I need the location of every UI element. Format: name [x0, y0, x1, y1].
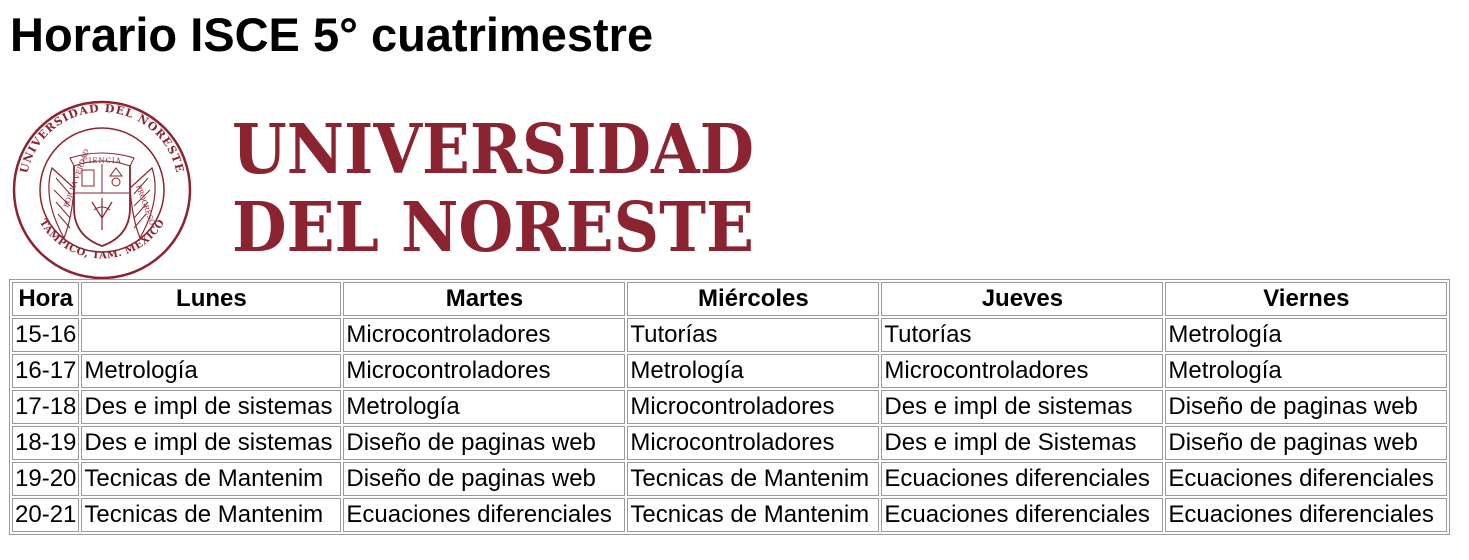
header-lunes: Lunes	[81, 282, 341, 316]
table-cell: Ecuaciones diferenciales	[343, 498, 625, 532]
table-cell: Diseño de paginas web	[343, 462, 625, 496]
table-cell: Tecnicas de Mantenim	[627, 462, 879, 496]
table-cell: Diseño de paginas web	[1165, 426, 1447, 460]
table-cell: Diseño de paginas web	[1165, 390, 1447, 424]
table-cell: Metrología	[627, 354, 879, 388]
logo-line-2: DEL NORESTE	[232, 188, 754, 268]
svg-text:TAMPICO, TAM. MEXICO: TAMPICO, TAM. MEXICO	[36, 217, 168, 262]
header-viernes: Viernes	[1165, 282, 1447, 316]
table-cell: Tutorías	[627, 318, 879, 352]
table-cell: Tecnicas de Mantenim	[81, 462, 341, 496]
table-cell: 18-19	[12, 426, 79, 460]
table-cell: Microcontroladores	[343, 318, 625, 352]
table-cell: Microcontroladores	[343, 354, 625, 388]
table-cell: Tutorías	[881, 318, 1163, 352]
table-cell: 20-21	[12, 498, 79, 532]
table-cell: Des e impl de sistemas	[881, 390, 1163, 424]
svg-text:UNIVERSIDAD DEL NORESTE: UNIVERSIDAD DEL NORESTE	[17, 101, 187, 175]
table-row	[12, 462, 1447, 496]
table-row	[12, 390, 1447, 424]
schedule-header-row	[12, 282, 1447, 316]
table-cell: Des e impl de Sistemas	[881, 426, 1163, 460]
page-title: Horario ISCE 5° cuatrimestre	[10, 8, 654, 61]
university-seal-icon	[14, 102, 190, 278]
svg-text:CIENCIA: CIENCIA	[82, 157, 122, 165]
table-cell: Metrología	[81, 354, 341, 388]
header-hora: Hora	[12, 282, 79, 316]
svg-text:POR LA VERDAD: POR LA VERDAD	[62, 148, 91, 209]
table-cell: 19-20	[12, 462, 79, 496]
table-cell: 16-17	[12, 354, 79, 388]
header-miercoles: Miércoles	[627, 282, 879, 316]
table-cell: Ecuaciones diferenciales	[881, 498, 1163, 532]
logo-line-1: UNIVERSIDAD	[232, 110, 754, 190]
table-cell: Ecuaciones diferenciales	[1165, 498, 1447, 532]
table-cell: Microcontroladores	[627, 390, 879, 424]
table-cell: Des e impl de sistemas	[81, 390, 341, 424]
table-row	[12, 498, 1447, 532]
table-cell: Diseño de paginas web	[343, 426, 625, 460]
table-row	[12, 354, 1447, 388]
table-cell: Metrología	[1165, 354, 1447, 388]
table-cell: Des e impl de sistemas	[81, 426, 341, 460]
university-logo	[12, 98, 772, 280]
table-cell	[81, 318, 341, 352]
table-cell: Microcontroladores	[881, 354, 1163, 388]
header-jueves: Jueves	[881, 282, 1163, 316]
table-cell: 15-16	[12, 318, 79, 352]
schedule-table	[9, 279, 1450, 535]
svg-text:PROGRESO: PROGRESO	[134, 183, 157, 227]
table-cell: Microcontroladores	[627, 426, 879, 460]
table-cell: Metrología	[1165, 318, 1447, 352]
table-cell: Ecuaciones diferenciales	[881, 462, 1163, 496]
table-cell: Tecnicas de Mantenim	[81, 498, 341, 532]
table-cell: Ecuaciones diferenciales	[1165, 462, 1447, 496]
table-cell: Tecnicas de Mantenim	[627, 498, 879, 532]
table-cell: 17-18	[12, 390, 79, 424]
table-cell: Metrología	[343, 390, 625, 424]
table-row	[12, 426, 1447, 460]
table-row	[12, 318, 1447, 352]
header-martes: Martes	[343, 282, 625, 316]
